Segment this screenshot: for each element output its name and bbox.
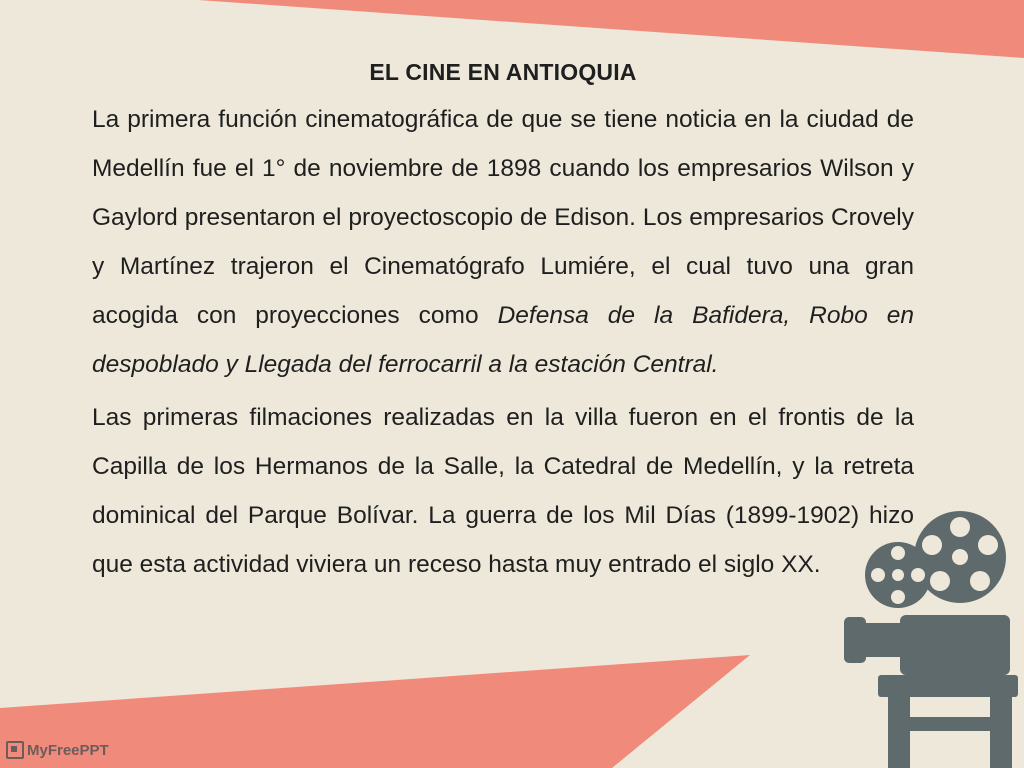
paragraph-first-screening xyxy=(92,95,914,389)
bottom-accent-band xyxy=(0,655,750,768)
film-projector-icon xyxy=(840,505,1024,768)
film-titles-italic: Defensa de la Bafidera, Robo en despoblado y Llegada del ferrocarril a la estación Central. xyxy=(92,302,914,378)
paragraph-first-filmings: Las primeras filmaciones realizadas en la villa fueron en el frontis de la Capilla de los Hermanos de la Salle, la Catedral de Medellín, y la retreta dominical del Parque Bolívar. La guerra de los Mil Días (1899-1902) hizo que esta actividad viviera un receso hasta muy entrado el siglo XX. xyxy=(92,404,914,578)
myfreeppt-logo-icon xyxy=(6,741,24,759)
paragraph-first-screening-text: La primera función cinematográfica de que se tiene noticia en la ciudad de Medellín fue el 1° de noviembre de 1898 cuando los empresarios Wilson y Gaylord presentaron el proyectoscopio de Edison. Los empresarios Crovely y Martínez trajeron el Cinematógrafo Lumiére, el cual tuvo una gran acogida con proyecciones como xyxy=(92,106,914,329)
top-accent-band xyxy=(198,0,1024,58)
slide-body xyxy=(92,95,914,589)
watermark-logo xyxy=(6,740,109,760)
slide-title: EL CINE EN ANTIOQUIA xyxy=(369,59,637,86)
watermark-text: MyFreePPT xyxy=(27,741,109,759)
